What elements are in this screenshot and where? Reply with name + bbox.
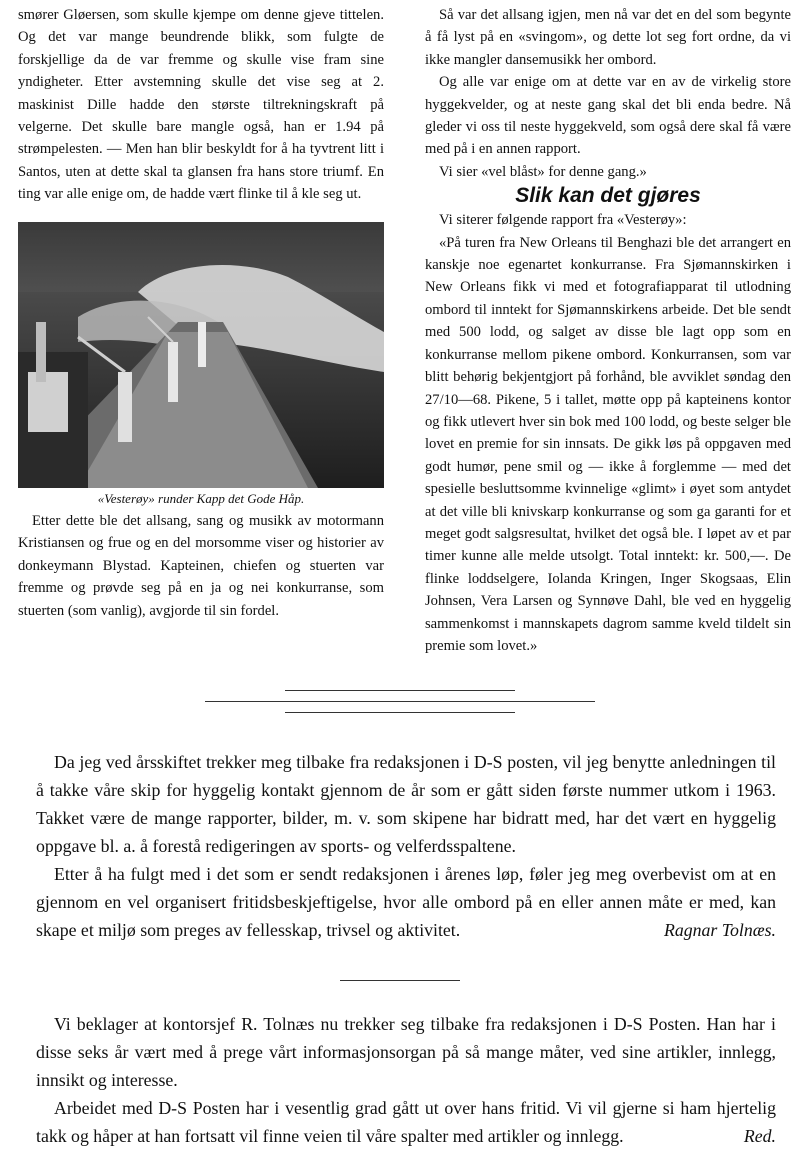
retirement-notice [36, 748, 776, 944]
right-paragraph-5: «På turen fra New Orleans til Benghazi ble det arrangert en kanskje noe egenartet konkurranse. Fra Sjømannskirken i New Orleans fikk vi med et fotografiapparat til utlodning ombord til inntekt for Sjømannskirkens arbeide. Det ble sendt med 500 lodd, og salget av disse ble lagt opp som en konkurranse mellom pikene ombord. Konkurransen, som var blitt behørig bekjentgjort på forhånd, ble avviklet søndag den 27/10—68. Pikene, 5 i tallet, møtte opp på kapteinens kontor og fikk utlevert hver sin bok med 100 lodd, og beste selger ble lovet en premie for sin innsats. De gikk løs på oppgaven med godt humør, pene smil og — ikke å forglemme — med det spesielle besluttsomme kvinnelige «glimt» i øyet som antydet at det ville bli knivskarp konkurranse og som ga garanti for et meget godt salgsresultat, hvilket det også ble. I løpet av et par timer kunne alle melde utsolgt. Total inntekt: kr. 500,—. De flinke loddselgere, Iolanda Kringen, Inger Skogsaas, Elin Johnsen, Vera Larsen og Synnøve Dahl, ble ved en hyggelig sammenkomst i mannskapets dagrom samme kveld tildelt sin premie som lovet.» [425, 234, 791, 654]
right-column [425, 4, 791, 657]
notice-2-paragraph-1: Vi beklager at kontorsjef R. Tolnæs nu trekker seg tilbake fra redaksjonen i D-S Posten. Han har i disse seks år vært med å prege vårt informasjonsorgan på så mange måter, ved sine artikler, innlegg, innsikt og interesse. [36, 1014, 776, 1090]
right-paragraph-1: Så var det allsang igjen, men nå var det en del som begynte å få lyst på en «svingom», og dette lot seg fort ordne, da vi ikke mangler dansemusikk her ombord. [425, 7, 791, 68]
left-paragraph-2: Etter dette ble det allsang, sang og musikk av motormann Kristiansen og frue og en del morsomme viser og historier av donkeymann Blystad. Kapteinen, chiefen og stuerten var fremme og prøvde seg på en ja og nei konkurranse, som stuerten (som vanlig), avgjorde til sin fordel. [18, 513, 384, 619]
divider-rule-2 [205, 701, 595, 702]
notice-1-signature: Ragnar Tolnæs. [664, 920, 776, 940]
notice-1-paragraph-2-text: Etter å ha fulgt med i det som er sendt redaksjonen i årenes løp, føler jeg meg overbevist om at en gjennom en vel organisert fritidsbeskjeftigelse, hvor alle ombord på en eller annen måte er med, kan skape et miljø som preges av fellesskap, trivsel og aktivitet. [36, 864, 776, 940]
left-paragraph-1: smører Gløersen, som skulle kjempe om denne gjeve tittelen. Og det var mange beundrende blikk, som fulgte de forskjellige da de var fremme og skulle vise fram sine yndigheter. Etter avstemning skulle det vise seg at 2. maskinist Dille hadde den største tiltrekningskraft på velgerne. Det skulle bare mangle også, han er 1.94 på strømpelesten. — Men han blir beskyldt for å ha tyvtrent litt i Santos, uten at dette skal ta glansen fra hans store triumf. En ting var alle enige om, de hadde vært flinke til å kle seg ut. [18, 7, 384, 203]
notice-1-paragraph-2 [36, 860, 776, 944]
section-heading: Slik kan det gjøres [515, 184, 701, 208]
divider-rule-4 [340, 980, 460, 981]
right-paragraph-2: Og alle var enige om at dette var en av de virkelig store hyggekvelder, og at neste gang skal det bli enda bedre. Nå gleder vi oss til neste hyggekveld, som også dere skal få være med på i en annen rapport. [425, 74, 791, 158]
right-paragraph-3: Vi sier «vel blåst» for denne gang.» [439, 163, 647, 180]
notice-2-paragraph-2 [36, 1094, 776, 1150]
photo-caption: «Vesterøy» runder Kapp det Gode Håp. [97, 490, 305, 506]
ship-photo-image [18, 222, 384, 488]
divider-rule-3 [285, 712, 515, 713]
editor-notice [36, 1010, 776, 1150]
notice-2-paragraph-2-text: Arbeidet med D-S Posten har i vesentlig grad gått ut over hans fritid. Vi vil gjerne si ham hjertelig takk og håper at han fortsatt vil finne veien til våre spalter med artikler og innlegg. [36, 1098, 776, 1146]
divider-rule-1 [285, 690, 515, 691]
right-paragraph-4: Vi siterer følgende rapport fra «Vesterøy»: [439, 212, 687, 229]
left-column [18, 4, 384, 622]
notice-1-paragraph-1: Da jeg ved årsskiftet trekker meg tilbake fra redaksjonen i D-S posten, vil jeg benytte anledningen til å takke våre skip for hyggelig kontakt gjennom de år som er gått siden første nummer utkom i 1963. Takket være de mange rapporter, bilder, m. v. som skipene har bidratt med, har det vært en hyggelig oppgave bl. a. å forestå redigeringen av sports- og velferdsspaltene. [36, 752, 776, 856]
notice-2-signature: Red. [743, 1126, 776, 1146]
ship-photo [18, 222, 384, 488]
